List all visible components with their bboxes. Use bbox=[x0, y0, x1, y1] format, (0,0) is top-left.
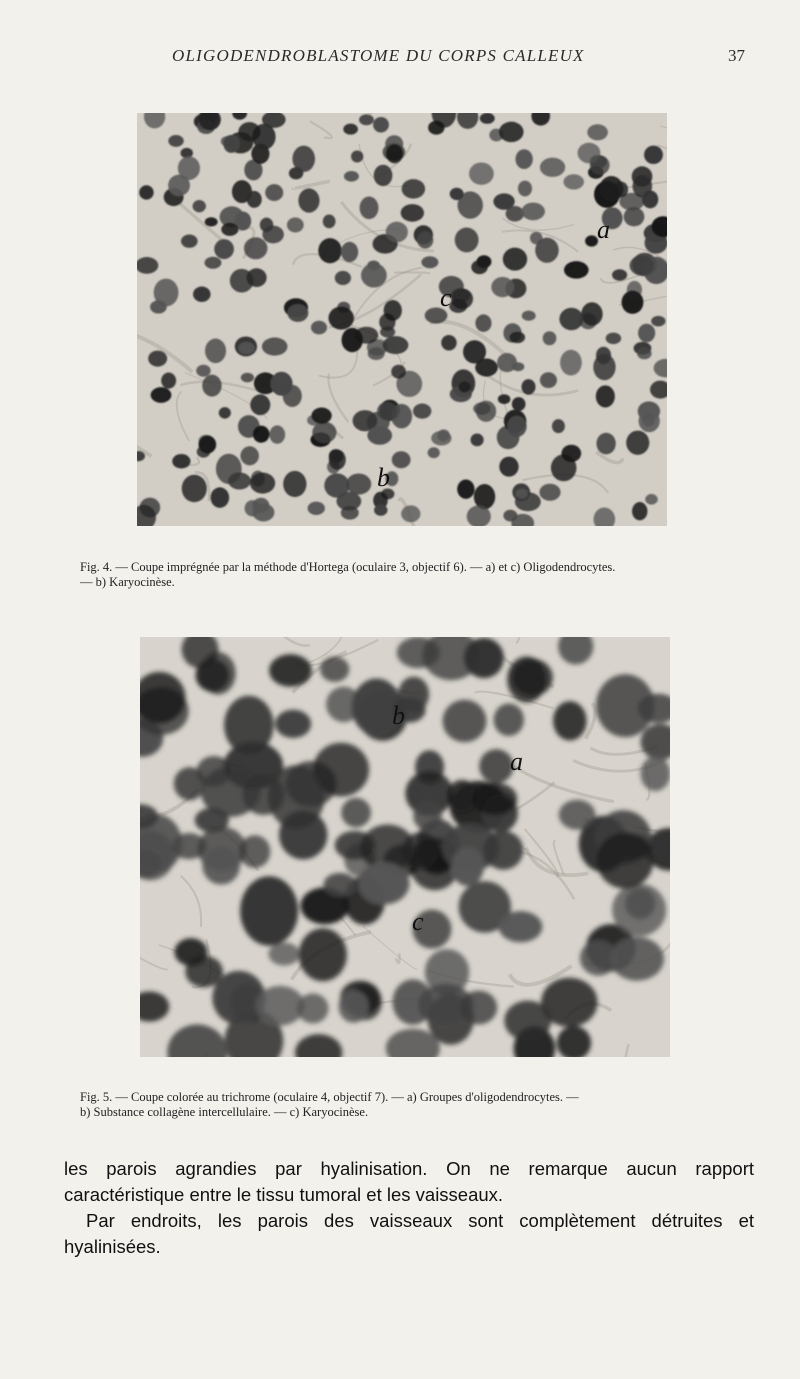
figure-5-caption-line-1: Fig. 5. — Coupe colorée au trichrome (oculaire 4, objectif 7). — a) Groupes d'oligodendrocytes. — bbox=[80, 1090, 579, 1104]
figure-5-caption bbox=[80, 1090, 760, 1120]
figure-4-label-c: c bbox=[440, 283, 452, 312]
figure-4-caption-line-1: Fig. 4. — Coupe imprégnée par la méthode d'Hortega (oculaire 3, objectif 6). — a) et c) Oligodendrocytes. bbox=[80, 560, 616, 574]
figure-4-label-a: a bbox=[597, 215, 610, 244]
figure-5-label-a: a bbox=[510, 747, 523, 776]
figure-5-label-c: c bbox=[412, 907, 424, 936]
paragraph-1-line-2: caractéristique entre le tissu tumoral et les vaisseaux. bbox=[64, 1184, 504, 1205]
paragraph-2-line-1: Par endroits, les parois des vaisseaux sont complètement détruites et bbox=[86, 1210, 754, 1231]
body-text bbox=[64, 1156, 754, 1260]
figure-4-caption bbox=[80, 560, 760, 590]
paragraph-2-line-2: hyalinisées. bbox=[64, 1236, 161, 1257]
figure-5-micrograph bbox=[140, 637, 670, 1057]
figure-4-caption-line-2: — b) Karyocinèse. bbox=[80, 575, 175, 589]
running-title: OLIGODENDROBLASTOME DU CORPS CALLEUX bbox=[172, 46, 585, 65]
figure-4-label-b: b bbox=[377, 463, 390, 492]
figure-5-cells bbox=[140, 637, 670, 1057]
figure-5-label-b: b bbox=[392, 701, 405, 730]
figure-4-micrograph bbox=[137, 113, 667, 526]
running-header bbox=[0, 42, 800, 72]
figure-5-caption-line-2: b) Substance collagène intercellulaire. — c) Karyocinèse. bbox=[80, 1105, 369, 1119]
page-number: 37 bbox=[728, 46, 745, 65]
paragraph-1-line-1: les parois agrandies par hyalinisation. On ne remarque aucun rapport bbox=[64, 1158, 754, 1179]
figure-4-cells bbox=[137, 113, 667, 526]
